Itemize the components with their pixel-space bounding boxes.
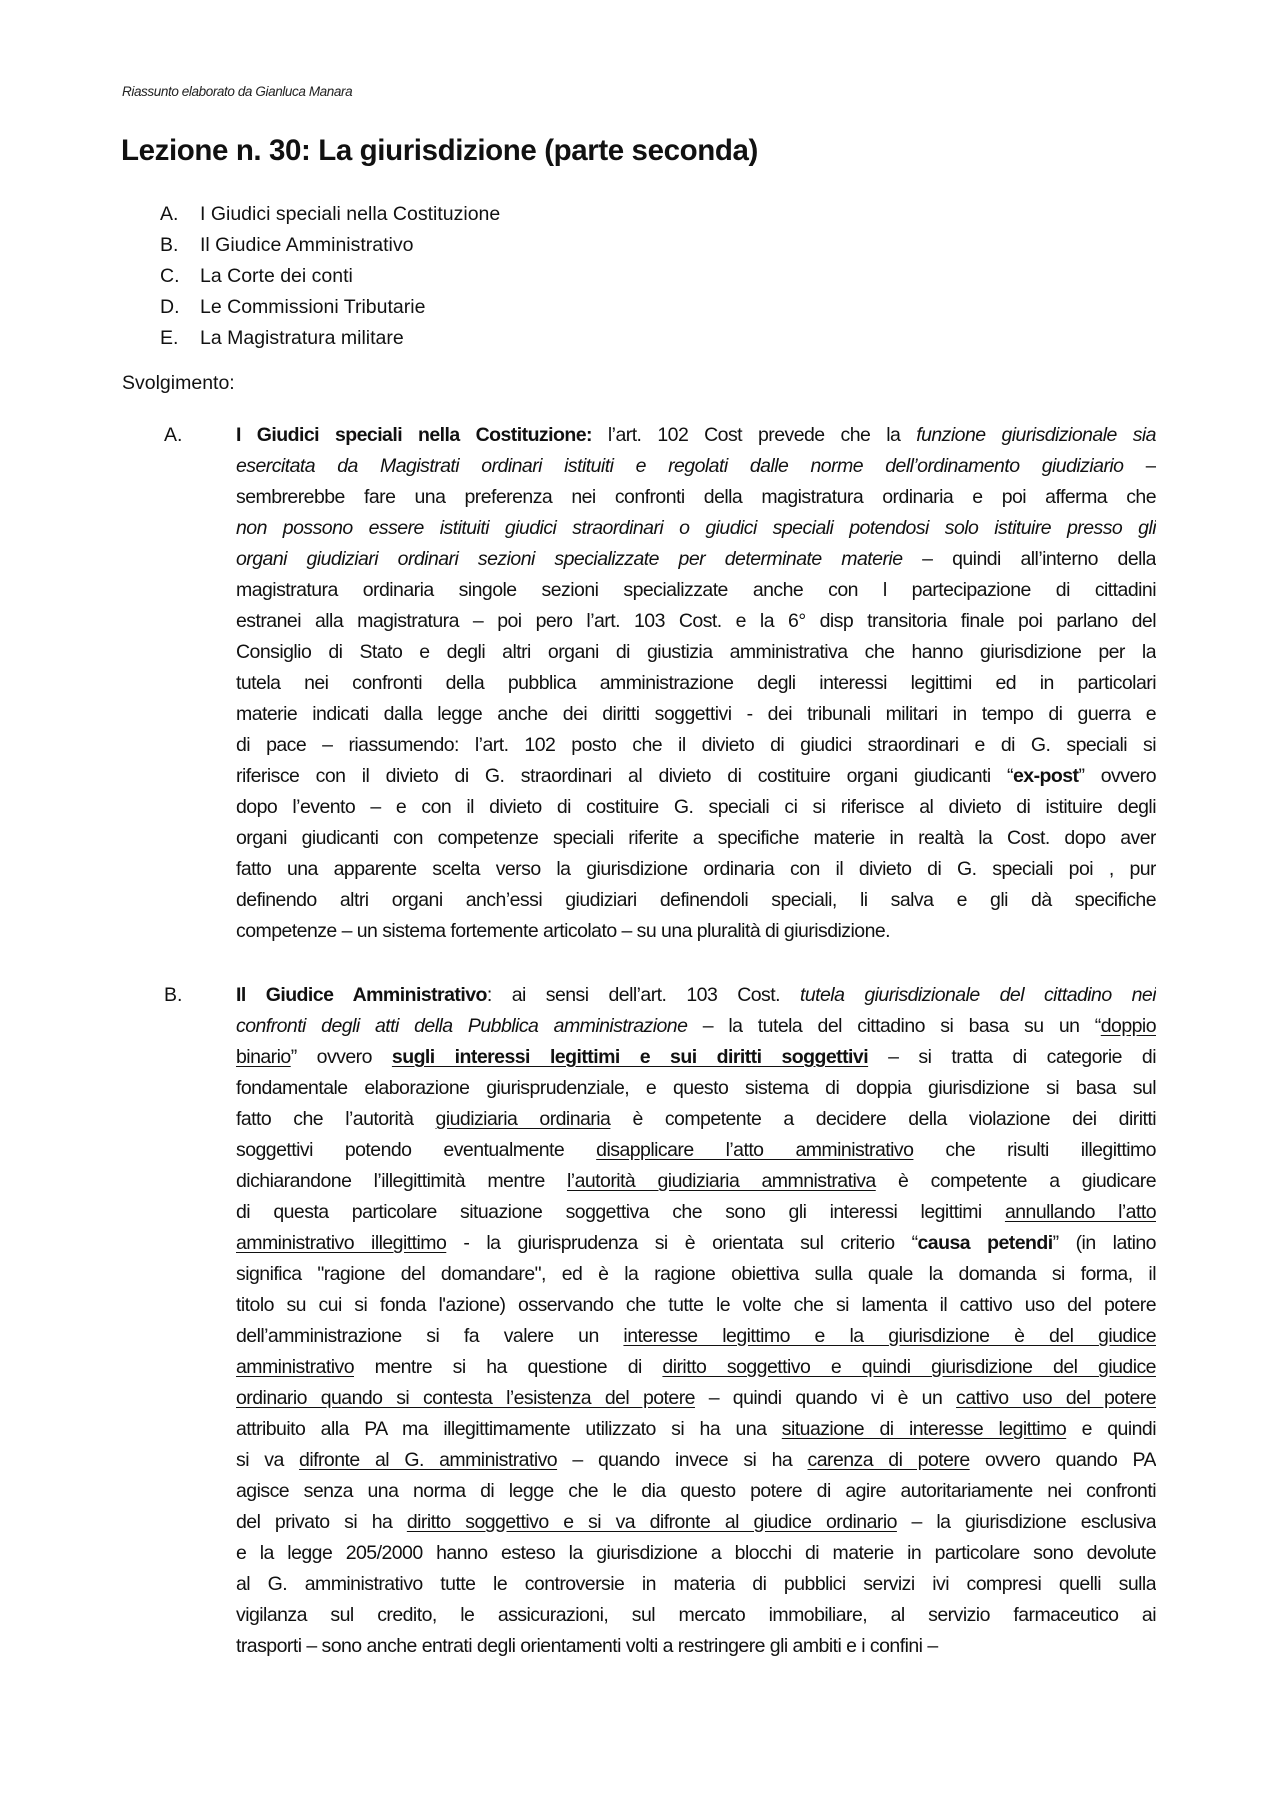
text-span: - la giurisprudenza si è orientata sul criterio “ <box>446 1232 918 1254</box>
paragraph-line <box>236 451 1156 482</box>
text-span-i: tutela giurisdizionale del cittadino nei <box>799 984 1156 1006</box>
text-span: – quindi quando vi è un <box>694 1387 957 1409</box>
text-span: l’art. 102 Cost prevede che la <box>591 424 917 446</box>
text-span: trasporti – sono anche entrati degli orientamenti volti a restringere gli ambiti e i confini – <box>236 1635 938 1657</box>
text-span: materie indicati dalla legge anche dei diritti soggettivi - dei tribunali militari in tempo di guerra e <box>236 703 1156 725</box>
paragraph-line <box>236 1507 1156 1538</box>
text-span-i: funzione giurisdizionale sia <box>916 424 1156 446</box>
paragraph-line <box>236 1073 1156 1104</box>
toc-letter: B. <box>160 234 179 256</box>
toc-letter: A. <box>160 203 179 225</box>
text-span: significa "ragione del domandare", ed è la ragione obiettiva sulla quale la domanda si forma, il <box>236 1263 1156 1285</box>
toc-letter: D. <box>160 296 180 318</box>
text-span: ” ovvero <box>290 1046 392 1068</box>
toc-letter: E. <box>160 327 179 349</box>
text-span-b: causa petendi <box>917 1232 1053 1254</box>
text-span: fatto una apparente scelta verso la giurisdizione ordinaria con il divieto di G. speciali poi , pur <box>236 858 1156 880</box>
text-span-i: confronti degli atti della Pubblica amministrazione <box>236 1015 688 1037</box>
paragraph-line <box>236 1538 1156 1569</box>
text-span: tutela nei confronti della pubblica amministrazione degli interessi legittimi ed in particolari <box>236 672 1156 694</box>
text-span-u: amministrativo illegittimo <box>236 1232 447 1254</box>
toc-label: La Magistratura militare <box>200 327 404 349</box>
text-span-u: doppio <box>1100 1015 1156 1037</box>
text-span-u: binario <box>236 1046 291 1068</box>
paragraph-line <box>236 668 1156 699</box>
text-span-u: giudiziaria ordinaria <box>435 1108 611 1130</box>
paragraph-line <box>236 1476 1156 1507</box>
text-span-u: diritto soggettivo e quindi giurisdizione del giudice <box>662 1356 1156 1378</box>
paragraph-line <box>236 792 1156 823</box>
paragraph-line <box>236 1104 1156 1135</box>
text-span-b: Il Giudice Amministrativo <box>236 984 487 1006</box>
text-span-u: diritto soggettivo e si va difronte al giudice ordinario <box>406 1511 897 1533</box>
text-span: definendo altri organi anch’essi giudiziari definendoli speciali, li salva e gli dà specifiche <box>236 889 1156 911</box>
text-span-u: amministrativo <box>236 1356 354 1378</box>
toc-item <box>160 230 500 261</box>
paragraph-line <box>236 916 1156 947</box>
text-span: – si tratta di categorie di <box>868 1046 1156 1068</box>
text-span: Consiglio di Stato e degli altri organi di giustizia amministrativa che hanno giurisdizione per la <box>236 641 1156 663</box>
text-span-i: esercitata da Magistrati ordinari istituiti e regolati dalle norme dell’ordinamento giudiziario <box>236 455 1124 477</box>
header-note: Riassunto elaborato da Gianluca Manara <box>122 84 353 99</box>
text-span: competenze – un sistema fortemente articolato – su una pluralità di giurisdizione. <box>236 920 891 942</box>
text-span: del privato si ha <box>236 1511 407 1533</box>
paragraph-line <box>236 1321 1156 1352</box>
paragraph-line <box>236 1600 1156 1631</box>
toc-label: I Giudici speciali nella Costituzione <box>200 203 501 225</box>
paragraph-line <box>236 637 1156 668</box>
text-span: mentre si ha questione di <box>354 1356 663 1378</box>
text-span: soggettivi potendo eventualmente <box>236 1139 597 1161</box>
text-span-u: ordinario quando si contesta l’esistenza del potere <box>236 1387 695 1409</box>
text-span: magistratura ordinaria singole sezioni specializzate anche con l partecipazione di cittadini <box>236 579 1156 601</box>
text-span-u: difronte al G. amministrativo <box>299 1449 558 1471</box>
text-span: ” (in latino <box>1052 1232 1156 1254</box>
text-span-u: annullando l’atto <box>1004 1201 1156 1223</box>
paragraph-line <box>236 482 1156 513</box>
toc-item <box>160 292 500 323</box>
paragraph-line <box>236 980 1156 1011</box>
paragraph-line <box>236 1166 1156 1197</box>
text-span: riferisce con il divieto di G. straordinari al divieto di costituire organi giudicanti “ <box>236 765 1013 787</box>
paragraph-line <box>236 1197 1156 1228</box>
text-span-u: cattivo uso del potere <box>956 1387 1156 1409</box>
text-span-u: situazione di interesse legittimo <box>781 1418 1067 1440</box>
text-span: e quindi <box>1066 1418 1156 1440</box>
text-span: si va <box>236 1449 300 1471</box>
paragraph-line <box>236 761 1156 792</box>
text-span: che risulti illegittimo <box>913 1139 1156 1161</box>
text-span: titolo su cui si fonda l'azione) osservando che tutte le volte che si lamenta il cattivo uso del potere <box>236 1294 1156 1316</box>
text-span: estranei alla magistratura – poi pero l’art. 103 Cost. e la 6° disp transitoria finale poi parlano del <box>236 610 1156 632</box>
text-span: – quando invece si ha <box>557 1449 808 1471</box>
text-span: dichiarandone l’illegittimità mentre <box>236 1170 568 1192</box>
paragraph-line <box>236 544 1156 575</box>
text-span: : ai sensi dell’art. 103 Cost. <box>486 984 800 1006</box>
text-span: è competente a giudicare <box>875 1170 1156 1192</box>
page-title: Lezione n. 30: La giurisdizione (parte seconda) <box>121 134 758 167</box>
text-span: al G. amministrativo tutte le controversie in materia di pubblici servizi ivi compresi quelli sulla <box>236 1573 1156 1595</box>
text-span: è competente a decidere della violazione dei diritti <box>610 1108 1156 1130</box>
paragraph-line <box>236 854 1156 885</box>
text-span: – la giurisdizione esclusiva <box>896 1511 1156 1533</box>
paragraph-line <box>236 1228 1156 1259</box>
paragraph-line <box>236 1290 1156 1321</box>
text-span: di questa particolare situazione soggettiva che sono gli interessi legittimi <box>236 1201 1005 1223</box>
paragraph-line <box>236 1631 1156 1662</box>
text-span: dopo l’evento – e con il divieto di costituire G. speciali ci si riferisce al divieto di istituire degli <box>236 796 1156 818</box>
section-letter: A. <box>164 424 183 446</box>
text-span: di pace – riassumendo: l’art. 102 posto che il divieto di giudici straordinari e di G. speciali si <box>236 734 1156 756</box>
text-span: – quindi all’interno della <box>902 548 1156 570</box>
text-span: fatto che l’autorità <box>236 1108 436 1130</box>
text-span: fondamentale elaborazione giurisprudenziale, e questo sistema di doppia giurisdizione si basa sul <box>236 1077 1156 1099</box>
text-span-b: ex-post <box>1012 765 1079 787</box>
text-span-u: interesse legittimo e la giurisdizione è del giudice <box>623 1325 1156 1347</box>
text-span: – la tutela del cittadino si basa su un “ <box>687 1015 1101 1037</box>
text-span-u: carenza di potere <box>807 1449 970 1471</box>
text-span: agisce senza una norma di legge che le dia questo potere di agire autoritariamente nei confronti <box>236 1480 1156 1502</box>
toc-label: Il Giudice Amministrativo <box>200 234 414 256</box>
toc-label: Le Commissioni Tributarie <box>200 296 426 318</box>
paragraph-line <box>236 1383 1156 1414</box>
paragraph-line <box>236 1259 1156 1290</box>
paragraph-line <box>236 606 1156 637</box>
paragraph-line <box>236 1352 1156 1383</box>
paragraph-line <box>236 575 1156 606</box>
table-of-contents <box>160 199 500 354</box>
paragraph-line <box>236 1135 1156 1166</box>
text-span: ” ovvero <box>1078 765 1156 787</box>
text-span-i: non possono essere istituiti giudici straordinari o giudici speciali potendosi solo istituire presso gli <box>236 517 1156 539</box>
section-body <box>236 980 1156 1662</box>
toc-item <box>160 261 500 292</box>
paragraph-line <box>236 730 1156 761</box>
paragraph-line <box>236 823 1156 854</box>
paragraph-line <box>236 420 1156 451</box>
toc-item <box>160 323 500 354</box>
text-span: – <box>1123 455 1156 477</box>
text-span: e la legge 205/2000 hanno esteso la giurisdizione a blocchi di materie in particolare sono devolute <box>236 1542 1156 1564</box>
text-span: attribuito alla PA ma illegittimamente utilizzato si ha una <box>236 1418 782 1440</box>
text-span: ovvero quando PA <box>969 1449 1156 1471</box>
toc-letter: C. <box>160 265 180 287</box>
section-body <box>236 420 1156 947</box>
paragraph-line <box>236 1042 1156 1073</box>
toc-item <box>160 199 500 230</box>
paragraph-line <box>236 1445 1156 1476</box>
text-span: dell’amministrazione si fa valere un <box>236 1325 624 1347</box>
toc-label: La Corte dei conti <box>200 265 353 287</box>
text-span: organi giudicanti con competenze speciali riferite a specifiche materie in realtà la Cost. dopo aver <box>236 827 1156 849</box>
text-span-b-u: sugli interessi legittimi e sui diritti soggettivi <box>391 1046 869 1068</box>
paragraph-line <box>236 699 1156 730</box>
paragraph-line <box>236 885 1156 916</box>
paragraph-line <box>236 1414 1156 1445</box>
paragraph-line <box>236 513 1156 544</box>
text-span-u: disapplicare l’atto amministrativo <box>596 1139 914 1161</box>
section-letter: B. <box>164 984 183 1006</box>
paragraph-line <box>236 1569 1156 1600</box>
text-span: vigilanza sul credito, le assicurazioni, sul mercato immobiliare, al servizio farmaceutico ai <box>236 1604 1156 1626</box>
text-span-u: l’autorità giudiziaria ammnistrativa <box>567 1170 876 1192</box>
paragraph-line <box>236 1011 1156 1042</box>
svolgimento-label: Svolgimento: <box>122 372 235 394</box>
text-span: sembrerebbe fare una preferenza nei confronti della magistratura ordinaria e poi afferma che <box>236 486 1156 508</box>
text-span-i: organi giudiziari ordinari sezioni specializzate per determinate materie <box>236 548 903 570</box>
text-span-b: I Giudici speciali nella Costituzione: <box>236 424 592 446</box>
